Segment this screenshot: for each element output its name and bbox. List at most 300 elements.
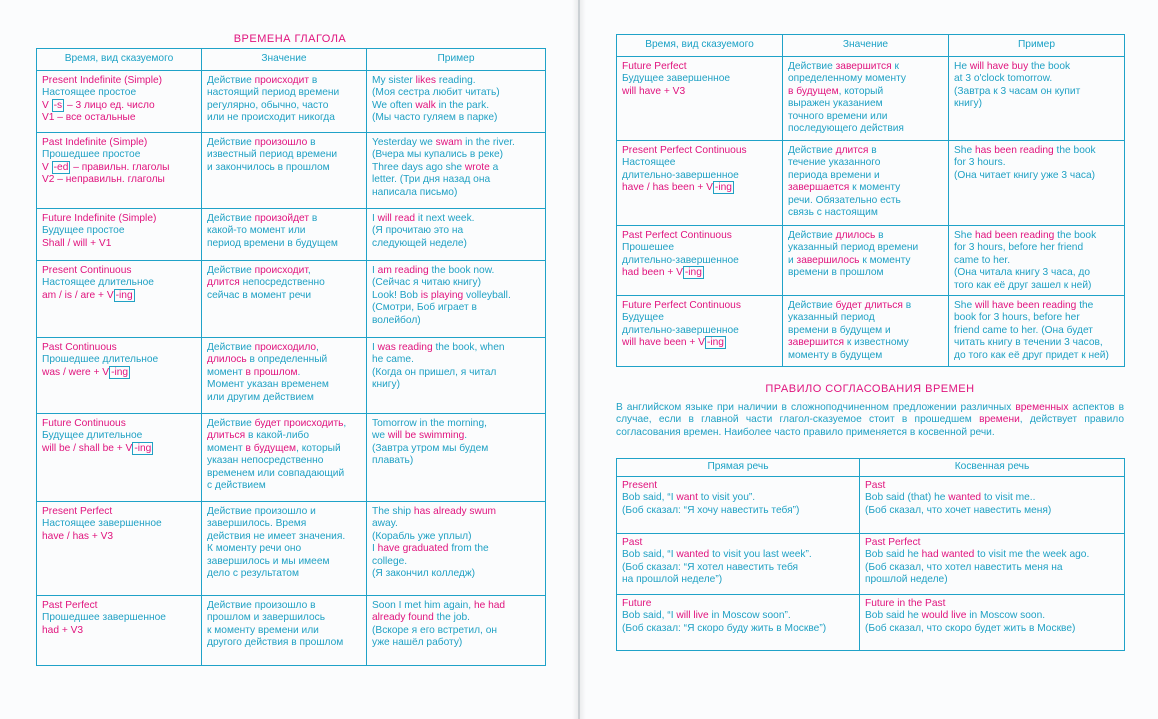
- text-segment: плавать): [372, 455, 414, 467]
- text-line: [207, 543, 361, 555]
- tense-formula: [42, 162, 196, 174]
- text-segment: book for 3 hours, before her: [954, 312, 1080, 324]
- suffix-box: -ing: [714, 182, 732, 194]
- text-line: [372, 174, 540, 186]
- tense-row: [37, 209, 546, 261]
- header-example: Пример: [367, 49, 546, 71]
- example-cell: [367, 133, 546, 209]
- text-line: [372, 506, 540, 518]
- tense-name-ru: Будущее длительное: [42, 430, 143, 442]
- highlight-text: времени: [979, 414, 1020, 426]
- text-segment: или не происходит никогда: [207, 112, 335, 124]
- tense-cell: [37, 209, 202, 261]
- text-line: [865, 623, 1119, 635]
- text-line: [788, 312, 943, 324]
- text-segment: had + V3: [42, 624, 84, 636]
- text-segment: in Moscow soon.: [966, 610, 1046, 622]
- text-line: [207, 480, 361, 492]
- tense-name: Future Perfect Continuous: [622, 300, 741, 311]
- text-line: [788, 267, 943, 279]
- text-segment: , действует правило согласования времен. Наиболее часто правило применяется в косвенной речи.: [616, 414, 1125, 438]
- text-line: [954, 98, 1119, 110]
- text-line: [207, 149, 361, 161]
- text-segment: (Она читает книгу уже 3 часа): [954, 169, 1096, 181]
- text-segment: период времени в будущем: [207, 237, 338, 249]
- highlight-text: Past: [865, 480, 886, 491]
- text-line: [372, 367, 540, 379]
- text-line: [207, 468, 361, 480]
- text-line: [865, 598, 1119, 610]
- text-segment: последующего действия: [788, 123, 904, 135]
- header-meaning: Значение: [783, 35, 949, 57]
- text-line: [372, 637, 540, 649]
- text-line: [865, 574, 1119, 586]
- header-tense: Время, вид сказуемого: [617, 35, 783, 57]
- highlight-text: временных: [1015, 402, 1069, 413]
- highlight-text: swam: [435, 137, 463, 148]
- text-segment: к моменту времени или: [207, 624, 319, 636]
- tense-cell: [617, 57, 783, 141]
- text-segment: Three days ago she: [372, 161, 465, 173]
- text-segment: в: [308, 75, 318, 86]
- tense-row: [37, 338, 546, 414]
- tense-name-ru: Прошедшее простое: [42, 149, 141, 161]
- text-segment: friend came to her. (Она будет: [954, 324, 1093, 336]
- text-segment: volleyball.: [463, 289, 511, 301]
- tense-name: Future Indefinite (Simple): [42, 213, 157, 224]
- text-line: [788, 111, 943, 123]
- text-line: [954, 280, 1119, 292]
- text-segment: We often: [372, 99, 416, 111]
- text-line: [372, 315, 540, 327]
- text-line: [207, 430, 361, 442]
- text-line: [207, 600, 361, 612]
- highlight-text: длилось: [835, 230, 876, 241]
- text-line: [207, 556, 361, 568]
- tense-name-ru: Настоящее простое: [42, 87, 137, 99]
- reported-speech-table: [616, 458, 1125, 651]
- tense-row: [37, 502, 546, 596]
- perfect-continuous-table: [616, 34, 1125, 367]
- text-segment: the job.: [433, 612, 470, 624]
- text-line: [207, 637, 361, 649]
- tense-name-ru: Будущее завершенное: [622, 73, 731, 85]
- text-line: [207, 290, 361, 302]
- highlight-text: is playing: [420, 289, 464, 301]
- text-segment: Действие: [207, 213, 255, 224]
- text-segment: he came.: [372, 354, 414, 366]
- text-line: [207, 379, 361, 391]
- text-line: [207, 354, 361, 366]
- text-line: [622, 598, 854, 610]
- meaning-cell: [202, 596, 367, 666]
- text-segment: (Боб сказал, что хотел навестить меня на: [865, 561, 1063, 573]
- text-line: [207, 506, 361, 518]
- text-segment: (Завтра утром мы будем: [372, 442, 489, 454]
- tense-name: Past Perfect Continuous: [622, 230, 732, 241]
- text-segment: from the: [448, 543, 489, 555]
- text-segment: в: [309, 213, 318, 224]
- speech-row: [617, 595, 1125, 651]
- text-line: [372, 225, 540, 237]
- highlight-text: завершилось: [796, 254, 860, 266]
- text-segment: the book, when: [432, 342, 505, 353]
- text-segment: определенному моменту: [788, 73, 906, 85]
- text-line: [207, 612, 361, 624]
- text-segment: речи. Обязательно есть: [788, 194, 901, 206]
- text-line: [372, 556, 540, 568]
- text-line: [954, 230, 1119, 242]
- header-example: Пример: [949, 35, 1125, 57]
- tense-name-ru: длительно-завершенное: [622, 324, 739, 336]
- meaning-cell: [202, 338, 367, 414]
- text-segment: регулярно, обычно, часто: [207, 99, 329, 111]
- text-line: [622, 610, 854, 622]
- text-segment: В английском языке при наличии в сложноподчиненном предложении различных: [616, 402, 1016, 413]
- tense-name: Future Perfect: [622, 61, 687, 72]
- tense-formula: [42, 238, 196, 250]
- text-segment: Действие: [788, 61, 836, 72]
- text-line: [207, 112, 361, 124]
- text-line: [207, 238, 361, 250]
- meaning-cell: [202, 502, 367, 596]
- text-line: [788, 145, 943, 157]
- tense-name-ru: Настоящее завершенное: [42, 518, 162, 530]
- text-line: [372, 379, 540, 391]
- tense-name: Future Continuous: [42, 418, 126, 429]
- text-segment: настоящий период времени: [207, 87, 340, 99]
- text-line: [372, 418, 540, 430]
- text-line: [372, 75, 540, 87]
- tense-cell: [37, 261, 202, 338]
- text-segment: I: [372, 265, 378, 276]
- text-line: [865, 610, 1119, 622]
- text-line: [372, 112, 540, 124]
- text-line: [207, 367, 361, 379]
- text-line: [372, 612, 540, 624]
- tense-name: Past Continuous: [42, 342, 117, 353]
- text-line: [788, 157, 943, 169]
- meaning-cell: [202, 133, 367, 209]
- text-segment: указан непосредственно: [207, 455, 324, 467]
- highlight-text: завершится: [788, 337, 844, 349]
- text-line: [372, 600, 540, 612]
- text-segment: в: [902, 300, 912, 311]
- text-segment: Действие произошло в: [207, 600, 316, 611]
- tense-formula: [622, 86, 777, 98]
- text-line: [207, 518, 361, 530]
- text-segment: течение указанного: [788, 157, 881, 169]
- text-segment: Действие: [207, 342, 255, 353]
- text-segment: a: [489, 161, 499, 173]
- text-segment: книгу): [372, 379, 400, 391]
- text-segment: к моменту: [859, 254, 911, 266]
- text-segment: had been + V: [622, 267, 683, 279]
- text-segment: (Я прочитаю это на: [372, 225, 464, 237]
- text-segment: с действием: [207, 480, 266, 492]
- highlight-text: likes: [415, 75, 436, 86]
- text-line: [372, 100, 540, 112]
- text-segment: момент: [207, 442, 246, 454]
- text-segment: – правильн. глаголы: [70, 161, 170, 173]
- text-segment: (Мы часто гуляем в парке): [372, 112, 498, 124]
- tense-formula: [42, 531, 196, 543]
- text-line: [372, 137, 540, 149]
- text-segment: was / were + V: [42, 366, 110, 378]
- text-segment: Действие: [788, 230, 836, 241]
- text-segment: (Боб сказал: “Я скоро буду жить в Москве”): [622, 622, 827, 634]
- text-segment: She: [954, 300, 975, 311]
- text-line: [207, 87, 361, 99]
- highlight-text: have graduated: [377, 543, 449, 555]
- highlight-text: произошло: [254, 137, 308, 148]
- example-cell: [367, 71, 546, 133]
- highlight-text: происходит: [254, 265, 308, 276]
- text-line: [372, 265, 540, 277]
- highlight-text: длится: [835, 145, 869, 156]
- suffix-box: -ing: [684, 267, 702, 279]
- text-line: [865, 492, 1119, 504]
- tense-cell: [617, 296, 783, 367]
- text-segment: Bob said he: [865, 549, 922, 561]
- text-line: [622, 574, 854, 586]
- text-line: [372, 302, 540, 314]
- tense-name: Past Indefinite (Simple): [42, 137, 148, 148]
- tense-formula: [42, 443, 196, 455]
- text-segment: завершилось и мы имеем: [207, 555, 330, 567]
- indirect-speech-cell: [860, 477, 1125, 534]
- text-line: [207, 75, 361, 87]
- text-segment: и: [788, 254, 797, 266]
- tense-name-ru: Прошедшее завершенное: [42, 612, 166, 624]
- text-line: [788, 242, 943, 254]
- meaning-cell: [202, 261, 367, 338]
- highlight-text: had wanted: [921, 549, 975, 561]
- text-segment: – 3 лицо ед. число: [64, 99, 155, 111]
- text-segment: reading.: [435, 75, 476, 86]
- tense-cell: [37, 596, 202, 666]
- text-line: [372, 342, 540, 354]
- text-segment: for 3 hours, before her friend: [954, 242, 1084, 254]
- text-segment: away.: [372, 518, 398, 530]
- agreement-paragraph: [616, 402, 1124, 439]
- text-segment: волейбол): [372, 314, 421, 326]
- tense-name-ru: длительно-завершенное: [622, 169, 739, 181]
- text-segment: ,: [307, 265, 311, 276]
- tense-row: [37, 596, 546, 666]
- tense-name: Past Perfect: [42, 600, 98, 611]
- tense-cell: [37, 338, 202, 414]
- highlight-text: was reading: [377, 342, 433, 353]
- text-line: [788, 300, 943, 312]
- highlight-text: происходит: [254, 75, 309, 86]
- text-segment: сейчас в момент речи: [207, 289, 312, 301]
- highlight-text: завершается: [788, 182, 850, 194]
- text-segment: to visit you last week”.: [709, 549, 812, 561]
- perfect-header-row: [617, 35, 1125, 57]
- text-line: [372, 430, 540, 442]
- text-line: [207, 225, 361, 237]
- tense-name: Present Perfect Continuous: [622, 145, 747, 156]
- text-segment: какой-то момент или: [207, 225, 306, 237]
- header-tense: Время, вид сказуемого: [37, 49, 202, 71]
- text-segment: (Вчера мы купались в реке): [372, 149, 504, 161]
- highlight-text: Future in the Past: [865, 598, 946, 609]
- highlight-text: Future: [622, 598, 652, 609]
- text-line: [865, 562, 1119, 574]
- text-line: [788, 337, 943, 349]
- text-segment: временем или совпадающий: [207, 467, 345, 479]
- text-line: [372, 543, 540, 555]
- text-segment: к известному: [844, 337, 909, 349]
- text-segment: will have been + V: [622, 337, 705, 349]
- text-segment: прошлом и завершилось: [207, 612, 326, 624]
- text-line: [622, 623, 854, 635]
- text-line: [954, 300, 1119, 312]
- suffix-box: -ing: [111, 366, 129, 378]
- text-line: [788, 182, 943, 194]
- text-line: [865, 549, 1119, 561]
- text-line: [207, 162, 361, 174]
- meaning-cell: [783, 226, 949, 296]
- text-segment: the book: [1053, 145, 1096, 156]
- text-segment: в: [307, 137, 316, 148]
- text-segment: следующей неделе): [372, 237, 467, 249]
- text-segment: I: [372, 213, 378, 224]
- example-cell: [367, 414, 546, 502]
- highlight-text: длиться: [207, 430, 246, 442]
- text-line: [372, 531, 540, 543]
- text-segment: действия не имеет значения.: [207, 530, 346, 542]
- highlight-text: происходило: [254, 342, 317, 353]
- text-segment: Действие: [207, 265, 255, 276]
- text-line: [372, 290, 540, 302]
- highlight-text: will read: [377, 213, 416, 224]
- text-segment: Bob said (that) he: [865, 492, 949, 504]
- text-segment: (Боб сказал, что хочет навестить меня): [865, 504, 1052, 516]
- text-segment: Bob said he: [865, 610, 922, 622]
- tense-formula: [622, 182, 777, 194]
- text-line: [207, 277, 361, 289]
- text-segment: Bob said, “I: [622, 610, 677, 622]
- tense-formula: [622, 267, 777, 279]
- text-segment: Действие: [207, 75, 255, 86]
- text-line: [372, 149, 540, 161]
- text-line: [954, 312, 1119, 324]
- text-segment: прошлой неделе): [865, 574, 948, 586]
- example-cell: [949, 226, 1125, 296]
- text-segment: Bob said, “I: [622, 549, 677, 561]
- text-segment: the book now.: [428, 265, 495, 276]
- tenses-table: [36, 48, 546, 666]
- text-segment: известный период времени: [207, 149, 338, 161]
- example-cell: [367, 596, 546, 666]
- tense-row: [617, 296, 1125, 367]
- text-line: [788, 255, 943, 267]
- text-segment: моменту в будущем: [788, 349, 883, 361]
- text-line: [954, 170, 1119, 182]
- text-line: [622, 492, 854, 504]
- text-line: [788, 98, 943, 110]
- text-segment: времени в будущем и: [788, 324, 891, 336]
- tense-formula: [622, 337, 777, 349]
- text-segment: in the river.: [462, 137, 515, 148]
- text-segment: Shall / will + V1: [42, 237, 112, 249]
- text-segment: момент: [207, 366, 246, 378]
- header-direct-speech: Прямая речь: [617, 459, 860, 477]
- tense-cell: [37, 502, 202, 596]
- text-line: [954, 325, 1119, 337]
- text-line: [207, 213, 361, 225]
- text-line: [372, 568, 540, 580]
- text-segment: к: [891, 61, 899, 72]
- direct-speech-cell: [617, 477, 860, 534]
- tenses-header-row: [37, 49, 546, 71]
- text-segment: (Вскоре я его встретил, он: [372, 624, 497, 636]
- text-segment: V: [42, 99, 52, 111]
- highlight-text: длится: [207, 277, 240, 289]
- text-line: [372, 625, 540, 637]
- text-segment: периода времени и: [788, 169, 880, 181]
- text-segment: Действие: [207, 418, 255, 429]
- text-line: [372, 162, 540, 174]
- speech-row: [617, 534, 1125, 595]
- text-segment: указанный период времени: [788, 242, 919, 254]
- tense-formula: [42, 367, 196, 379]
- suffix-box: -ed: [53, 161, 69, 173]
- suffix-box: -ing: [134, 442, 152, 454]
- highlight-text: в будущем: [245, 442, 297, 454]
- header-indirect-speech: Косвенная речь: [860, 459, 1125, 477]
- example-cell: [367, 502, 546, 596]
- text-line: [622, 537, 854, 549]
- highlight-text: Past Perfect: [865, 537, 921, 548]
- tense-cell: [617, 226, 783, 296]
- text-segment: Действие: [788, 145, 836, 156]
- text-segment: К моменту речи оно: [207, 543, 302, 555]
- meaning-cell: [783, 296, 949, 367]
- text-segment: Soon I met him again,: [372, 600, 474, 611]
- text-line: [954, 350, 1119, 362]
- text-line: [788, 230, 943, 242]
- text-segment: на прошлой неделе”): [622, 574, 723, 586]
- highlight-text: had been reading: [974, 230, 1055, 241]
- text-segment: (Боб сказал, что скоро будет жить в Москве): [865, 622, 1076, 634]
- highlight-text: will live: [676, 610, 709, 622]
- text-line: [372, 455, 540, 467]
- text-line: [207, 443, 361, 455]
- example-cell: [367, 209, 546, 261]
- text-line: [207, 100, 361, 112]
- text-segment: до того как её друг придет к ней): [954, 349, 1109, 361]
- text-segment: точного времени или: [788, 110, 888, 122]
- text-segment: The ship: [372, 506, 414, 517]
- text-segment: V: [42, 161, 52, 173]
- text-segment: .: [297, 366, 301, 378]
- text-line: [954, 255, 1119, 267]
- text-segment: in Moscow soon”.: [708, 610, 791, 622]
- text-line: [622, 549, 854, 561]
- text-line: [207, 265, 361, 277]
- highlight-text: Present: [622, 480, 658, 491]
- text-segment: (Боб сказал: “Я хотел навестить тебя: [622, 561, 799, 573]
- tense-row: [617, 57, 1125, 141]
- text-line: [372, 354, 540, 366]
- text-segment: to visit me..: [981, 492, 1036, 504]
- text-segment: (Сейчас я читаю книгу): [372, 277, 482, 289]
- text-line: [207, 455, 361, 467]
- text-segment: My sister: [372, 75, 416, 86]
